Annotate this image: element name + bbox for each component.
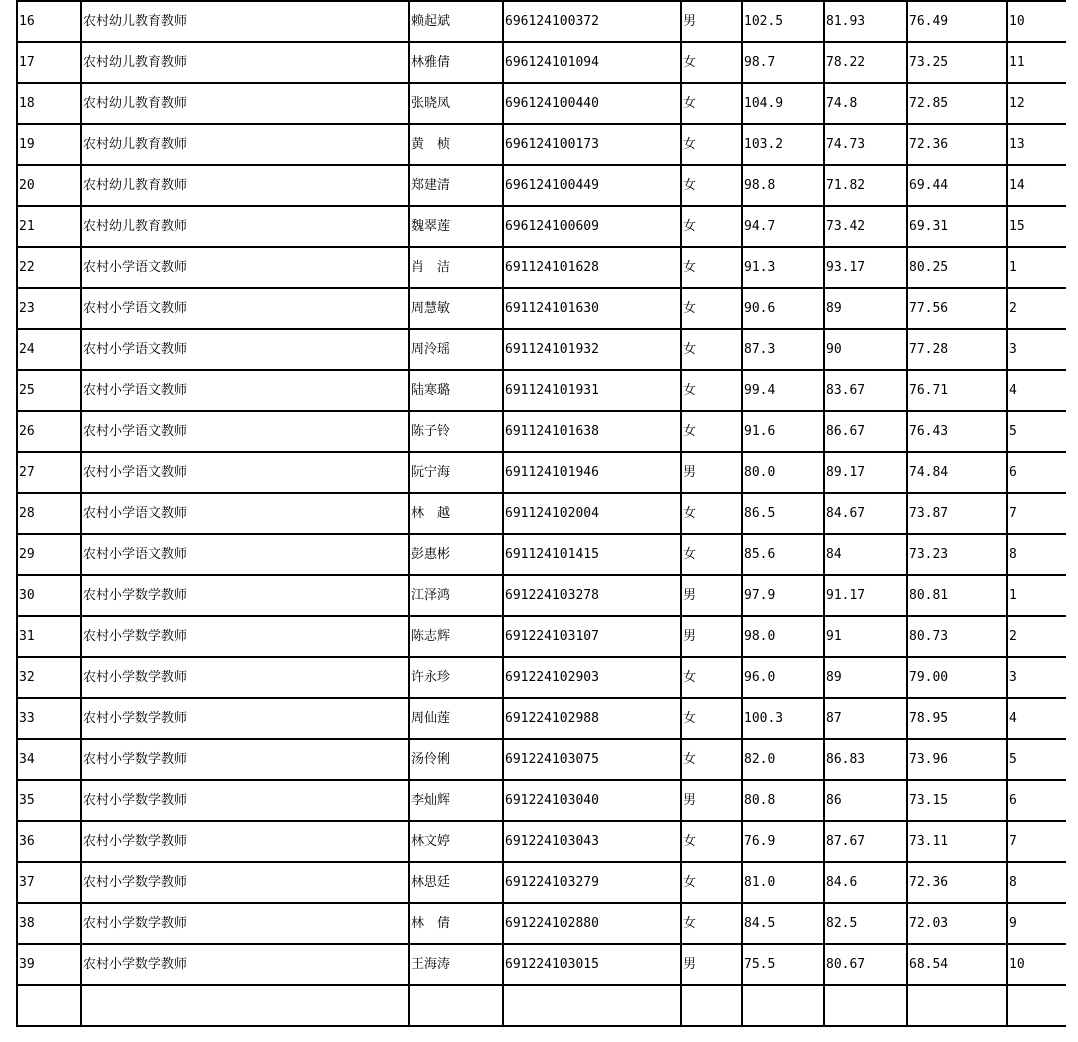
cell-row-number: 25	[17, 370, 81, 411]
table-row	[17, 452, 1066, 493]
cell-rank: 4	[1007, 698, 1066, 739]
cell-position: 农村幼儿教育教师	[81, 206, 409, 247]
cell-interview-score: 87	[824, 698, 907, 739]
table-row	[17, 411, 1066, 452]
cell-total-score: 72.36	[907, 862, 1007, 903]
cell-gender: 男	[681, 780, 742, 821]
cell-position: 农村小学语文教师	[81, 411, 409, 452]
cell-written-score: 86.5	[742, 493, 824, 534]
cell-total-score: 80.73	[907, 616, 1007, 657]
cell-gender: 女	[681, 903, 742, 944]
cell-position: 农村小学数学教师	[81, 575, 409, 616]
cell-ticket-number: 691224103043	[503, 821, 681, 862]
cell-interview-score: 86.67	[824, 411, 907, 452]
cell-row-number: 34	[17, 739, 81, 780]
cell-row-number: 30	[17, 575, 81, 616]
cell-total-score: 68.54	[907, 944, 1007, 985]
cell-rank: 2	[1007, 616, 1066, 657]
cell-position: 农村小学数学教师	[81, 739, 409, 780]
cell-rank: 10	[1007, 944, 1066, 985]
cell-name: 陈子铃	[409, 411, 503, 452]
cell-total-score: 73.96	[907, 739, 1007, 780]
score-sheet	[16, 0, 1066, 1042]
cell-written-score: 80.8	[742, 780, 824, 821]
cell-position: 农村小学数学教师	[81, 616, 409, 657]
cell-gender: 女	[681, 657, 742, 698]
cell-name: 林文婷	[409, 821, 503, 862]
cell-ticket-number: 691124101628	[503, 247, 681, 288]
cell-name: 周慧敏	[409, 288, 503, 329]
cell-row-number: 31	[17, 616, 81, 657]
cell-ticket-number: 691124101932	[503, 329, 681, 370]
cell-gender: 男	[681, 616, 742, 657]
cell-rank: 6	[1007, 780, 1066, 821]
cell-row-number: 16	[17, 1, 81, 42]
cell-gender: 女	[681, 739, 742, 780]
cell-ticket-number: 691124101415	[503, 534, 681, 575]
cell-name: 林雅倩	[409, 42, 503, 83]
cell-position: 农村小学语文教师	[81, 247, 409, 288]
cell-total-score: 76.71	[907, 370, 1007, 411]
cell-rank: 15	[1007, 206, 1066, 247]
cell-position: 农村幼儿教育教师	[81, 83, 409, 124]
cell-gender: 女	[681, 493, 742, 534]
table-row	[17, 862, 1066, 903]
cell-position: 农村幼儿教育教师	[81, 42, 409, 83]
cell-interview-score: 74.8	[824, 83, 907, 124]
cell-written-score: 80.0	[742, 452, 824, 493]
table-row	[17, 534, 1066, 575]
cell-position: 农村小学语文教师	[81, 452, 409, 493]
table-row	[17, 575, 1066, 616]
cell-row-number: 36	[17, 821, 81, 862]
table-row	[17, 698, 1066, 739]
cell-row-number: 20	[17, 165, 81, 206]
cell-ticket-number: 691224103015	[503, 944, 681, 985]
cell-interview-score: 93.17	[824, 247, 907, 288]
cell-total-score: 79.00	[907, 657, 1007, 698]
cell-total-score: 69.44	[907, 165, 1007, 206]
cell-name: 王海涛	[409, 944, 503, 985]
cell-position: 农村小学数学教师	[81, 944, 409, 985]
cell-rank: 8	[1007, 534, 1066, 575]
table-row	[17, 493, 1066, 534]
cell-interview-score: 91.17	[824, 575, 907, 616]
cell-interview-score: 83.67	[824, 370, 907, 411]
cell-gender: 女	[681, 42, 742, 83]
cell-written-score: 82.0	[742, 739, 824, 780]
cell-ticket-number: 696124101094	[503, 42, 681, 83]
cell-written-score: 90.6	[742, 288, 824, 329]
cell-written-score: 75.5	[742, 944, 824, 985]
cell-name: 汤伶俐	[409, 739, 503, 780]
cell-name: 彭惠彬	[409, 534, 503, 575]
cell-interview-score	[824, 985, 907, 1026]
cell-ticket-number: 691224102903	[503, 657, 681, 698]
table-row	[17, 83, 1066, 124]
cell-total-score: 78.95	[907, 698, 1007, 739]
cell-name: 黄 桢	[409, 124, 503, 165]
cell-total-score: 73.15	[907, 780, 1007, 821]
cell-row-number: 22	[17, 247, 81, 288]
cell-interview-score: 71.82	[824, 165, 907, 206]
cell-rank: 5	[1007, 739, 1066, 780]
cell-position: 农村小学数学教师	[81, 862, 409, 903]
cell-rank: 7	[1007, 493, 1066, 534]
cell-position: 农村小学数学教师	[81, 903, 409, 944]
table-row	[17, 165, 1066, 206]
cell-gender: 女	[681, 862, 742, 903]
cell-total-score: 73.25	[907, 42, 1007, 83]
cell-gender: 女	[681, 821, 742, 862]
cell-total-score: 74.84	[907, 452, 1007, 493]
cell-gender: 女	[681, 124, 742, 165]
cell-ticket-number: 691224102988	[503, 698, 681, 739]
cell-interview-score: 84.67	[824, 493, 907, 534]
cell-rank: 14	[1007, 165, 1066, 206]
cell-ticket-number: 691224103075	[503, 739, 681, 780]
cell-total-score	[907, 985, 1007, 1026]
table-row	[17, 370, 1066, 411]
cell-row-number: 26	[17, 411, 81, 452]
cell-row-number: 29	[17, 534, 81, 575]
cell-rank: 1	[1007, 247, 1066, 288]
table-row	[17, 329, 1066, 370]
cell-ticket-number: 696124100609	[503, 206, 681, 247]
cell-total-score: 76.43	[907, 411, 1007, 452]
cell-position: 农村小学数学教师	[81, 780, 409, 821]
cell-row-number: 37	[17, 862, 81, 903]
table-row	[17, 944, 1066, 985]
cell-total-score: 72.36	[907, 124, 1007, 165]
cell-written-score: 104.9	[742, 83, 824, 124]
table-row	[17, 657, 1066, 698]
cell-position: 农村小学语文教师	[81, 534, 409, 575]
cell-total-score: 72.03	[907, 903, 1007, 944]
cell-gender: 女	[681, 165, 742, 206]
cell-row-number: 33	[17, 698, 81, 739]
cell-rank: 12	[1007, 83, 1066, 124]
cell-ticket-number	[503, 985, 681, 1026]
cell-name: 林 倩	[409, 903, 503, 944]
cell-name: 陆寒璐	[409, 370, 503, 411]
table-row	[17, 780, 1066, 821]
results-table	[16, 0, 1066, 1027]
cell-name: 周泠瑶	[409, 329, 503, 370]
cell-gender: 男	[681, 452, 742, 493]
cell-ticket-number: 691224102880	[503, 903, 681, 944]
cell-written-score: 84.5	[742, 903, 824, 944]
cell-row-number: 19	[17, 124, 81, 165]
cell-position: 农村小学数学教师	[81, 657, 409, 698]
cell-interview-score: 90	[824, 329, 907, 370]
cell-position: 农村小学语文教师	[81, 370, 409, 411]
cell-gender: 男	[681, 944, 742, 985]
table-row	[17, 1, 1066, 42]
cell-total-score: 73.87	[907, 493, 1007, 534]
cell-name: 周仙莲	[409, 698, 503, 739]
cell-written-score: 91.3	[742, 247, 824, 288]
cell-interview-score: 86.83	[824, 739, 907, 780]
cell-interview-score: 87.67	[824, 821, 907, 862]
cell-name: 阮宁海	[409, 452, 503, 493]
cell-ticket-number: 691124101638	[503, 411, 681, 452]
cell-name: 李灿辉	[409, 780, 503, 821]
cell-gender: 女	[681, 247, 742, 288]
cell-rank: 3	[1007, 329, 1066, 370]
cell-ticket-number: 691224103107	[503, 616, 681, 657]
cell-written-score: 98.7	[742, 42, 824, 83]
cell-ticket-number: 696124100449	[503, 165, 681, 206]
cell-total-score: 80.81	[907, 575, 1007, 616]
cell-total-score: 73.23	[907, 534, 1007, 575]
table-row	[17, 903, 1066, 944]
cell-written-score: 99.4	[742, 370, 824, 411]
cell-rank	[1007, 985, 1066, 1026]
cell-name: 林思廷	[409, 862, 503, 903]
cell-rank: 8	[1007, 862, 1066, 903]
cell-written-score: 97.9	[742, 575, 824, 616]
cell-ticket-number: 691124101946	[503, 452, 681, 493]
cell-gender: 女	[681, 534, 742, 575]
cell-rank: 9	[1007, 903, 1066, 944]
cell-rank: 6	[1007, 452, 1066, 493]
cell-total-score: 77.28	[907, 329, 1007, 370]
cell-name	[409, 985, 503, 1026]
cell-rank: 4	[1007, 370, 1066, 411]
cell-row-number: 27	[17, 452, 81, 493]
cell-gender: 女	[681, 698, 742, 739]
cell-rank: 5	[1007, 411, 1066, 452]
cell-ticket-number: 696124100173	[503, 124, 681, 165]
cell-interview-score: 78.22	[824, 42, 907, 83]
cell-row-number: 18	[17, 83, 81, 124]
cell-ticket-number: 691224103279	[503, 862, 681, 903]
cell-ticket-number: 691124101931	[503, 370, 681, 411]
cell-name: 肖 洁	[409, 247, 503, 288]
cell-interview-score: 82.5	[824, 903, 907, 944]
cell-total-score: 77.56	[907, 288, 1007, 329]
cell-position: 农村幼儿教育教师	[81, 124, 409, 165]
cell-interview-score: 89	[824, 657, 907, 698]
cell-interview-score: 81.93	[824, 1, 907, 42]
cell-row-number: 28	[17, 493, 81, 534]
table-row	[17, 124, 1066, 165]
cell-gender: 女	[681, 288, 742, 329]
cell-ticket-number: 691124102004	[503, 493, 681, 534]
cell-name: 郑建清	[409, 165, 503, 206]
cell-interview-score: 74.73	[824, 124, 907, 165]
table-row	[17, 288, 1066, 329]
cell-ticket-number: 696124100440	[503, 83, 681, 124]
cell-name: 魏翠莲	[409, 206, 503, 247]
cell-row-number: 35	[17, 780, 81, 821]
cell-rank: 10	[1007, 1, 1066, 42]
cell-row-number: 17	[17, 42, 81, 83]
cell-written-score: 100.3	[742, 698, 824, 739]
cell-position: 农村小学语文教师	[81, 329, 409, 370]
cell-written-score: 91.6	[742, 411, 824, 452]
cell-position: 农村小学语文教师	[81, 288, 409, 329]
cell-interview-score: 80.67	[824, 944, 907, 985]
cell-gender: 女	[681, 411, 742, 452]
cell-row-number: 38	[17, 903, 81, 944]
cell-interview-score: 91	[824, 616, 907, 657]
cell-position	[81, 985, 409, 1026]
table-row	[17, 247, 1066, 288]
cell-total-score: 80.25	[907, 247, 1007, 288]
cell-row-number: 39	[17, 944, 81, 985]
cell-gender: 女	[681, 83, 742, 124]
cell-written-score: 102.5	[742, 1, 824, 42]
cell-interview-score: 89	[824, 288, 907, 329]
cell-total-score: 76.49	[907, 1, 1007, 42]
cell-total-score: 69.31	[907, 206, 1007, 247]
cell-name: 江泽鸿	[409, 575, 503, 616]
table-body	[17, 1, 1066, 1026]
cell-gender: 女	[681, 206, 742, 247]
cell-ticket-number: 691124101630	[503, 288, 681, 329]
cell-interview-score: 73.42	[824, 206, 907, 247]
cell-rank: 2	[1007, 288, 1066, 329]
cell-written-score: 87.3	[742, 329, 824, 370]
cell-written-score: 103.2	[742, 124, 824, 165]
cell-written-score: 85.6	[742, 534, 824, 575]
cell-row-number	[17, 985, 81, 1026]
cell-row-number: 24	[17, 329, 81, 370]
cell-position: 农村小学数学教师	[81, 698, 409, 739]
cell-written-score: 76.9	[742, 821, 824, 862]
cell-name: 赖起斌	[409, 1, 503, 42]
cell-row-number: 23	[17, 288, 81, 329]
cell-gender: 女	[681, 370, 742, 411]
cell-written-score: 98.8	[742, 165, 824, 206]
cell-gender: 男	[681, 575, 742, 616]
cell-total-score: 72.85	[907, 83, 1007, 124]
cell-row-number: 21	[17, 206, 81, 247]
cell-total-score: 73.11	[907, 821, 1007, 862]
cell-rank: 3	[1007, 657, 1066, 698]
cell-interview-score: 86	[824, 780, 907, 821]
cell-interview-score: 89.17	[824, 452, 907, 493]
cell-rank: 11	[1007, 42, 1066, 83]
cell-name: 张晓凤	[409, 83, 503, 124]
table-row	[17, 42, 1066, 83]
cell-written-score: 94.7	[742, 206, 824, 247]
cell-position: 农村小学数学教师	[81, 821, 409, 862]
cell-position: 农村幼儿教育教师	[81, 165, 409, 206]
cell-ticket-number: 691224103278	[503, 575, 681, 616]
cell-gender: 男	[681, 1, 742, 42]
cell-gender	[681, 985, 742, 1026]
cell-position: 农村幼儿教育教师	[81, 1, 409, 42]
cell-name: 许永珍	[409, 657, 503, 698]
cell-interview-score: 84	[824, 534, 907, 575]
table-row	[17, 985, 1066, 1026]
cell-row-number: 32	[17, 657, 81, 698]
table-row	[17, 206, 1066, 247]
cell-name: 林 越	[409, 493, 503, 534]
table-row	[17, 821, 1066, 862]
cell-interview-score: 84.6	[824, 862, 907, 903]
cell-position: 农村小学语文教师	[81, 493, 409, 534]
cell-ticket-number: 691224103040	[503, 780, 681, 821]
cell-ticket-number: 696124100372	[503, 1, 681, 42]
cell-gender: 女	[681, 329, 742, 370]
cell-rank: 1	[1007, 575, 1066, 616]
table-row	[17, 739, 1066, 780]
cell-rank: 7	[1007, 821, 1066, 862]
cell-name: 陈志辉	[409, 616, 503, 657]
cell-written-score: 98.0	[742, 616, 824, 657]
cell-written-score: 96.0	[742, 657, 824, 698]
table-row	[17, 616, 1066, 657]
cell-written-score: 81.0	[742, 862, 824, 903]
cell-rank: 13	[1007, 124, 1066, 165]
cell-written-score	[742, 985, 824, 1026]
